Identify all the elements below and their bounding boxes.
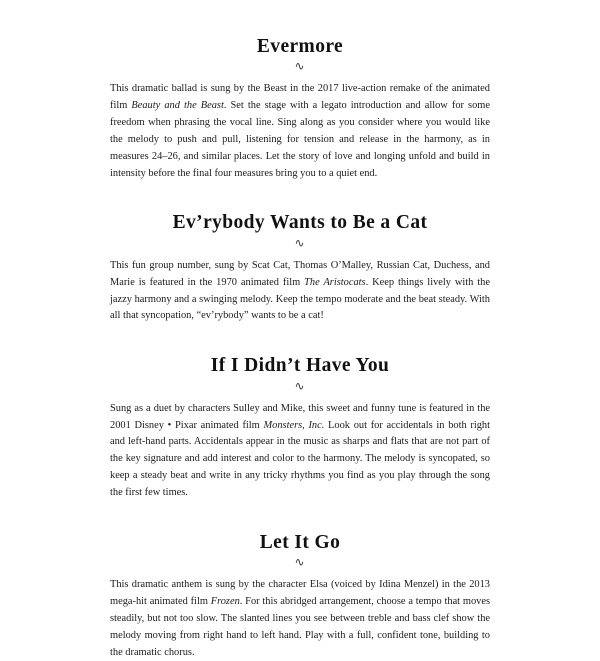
- song-description: This dramatic ballad is sung by the Beast in the 2017 live-action remake of the animated film Beauty and the Beast. Set the stage with a legato introduction and allow for some freedom when phrasing the vocal line. Sing along as you consider where you would like the melody to push and pull, listening for tension and release in the harmony, as in measures 24–26, and similar places. Let the story of love and longing unfold and build in intensity before the final four measures bring you to a quiet end.: [110, 83, 490, 179]
- song-title: If I Didn’t Have You: [210, 355, 390, 377]
- song-entry: [110, 212, 490, 325]
- ornament-divider-icon: ∿: [294, 235, 306, 250]
- song-entry: [110, 532, 490, 661]
- song-title: Ev’rybody Wants to Be a Cat: [172, 212, 428, 234]
- song-description: Sung as a duet by characters Sulley and Mike, this sweet and funny tune is featured in the 2001 Disney • Pixar animated film Monsters, Inc. Look out for accidentals in both right and left-hand parts. Accidentals appear in the music as sharps and flats that are not part of the key signature and add interest and color to the harmony. The melody is syncopated, so keep a steady beat and write in any tricky rhythms you find as you play through the song the first few times.: [110, 402, 490, 498]
- song-entry: [110, 36, 490, 182]
- ornament-divider-icon: ∿: [294, 59, 306, 74]
- song-description: This dramatic anthem is sung by the character Elsa (voiced by Idina Menzel) in the 2013 mega-hit animated film Frozen. For this abridged arrangement, choose a tempo that moves steadily, but not too slow. The slanted lines you see between treble and bass clef show the melody moving from right hand to left hand. Play with a full, confident tone, building to the dramatic chorus.: [110, 579, 490, 658]
- song-description: This fun group number, sung by Scat Cat, Thomas O’Malley, Russian Cat, Duchess, and Marie is featured in the 1970 animated film The Aristocats. Keep things lively with the jazzy harmony and a swinging melody. Keep the tempo moderate and the beat steady. With all that syncopation, “ev’rybody” wants to be a cat!: [110, 259, 490, 322]
- song-title: Evermore: [256, 36, 344, 57]
- ornament-divider-icon: ∿: [294, 378, 306, 393]
- song-entry: [110, 355, 490, 501]
- ornament-divider-icon: ∿: [294, 555, 306, 570]
- song-title: Let It Go: [259, 531, 341, 553]
